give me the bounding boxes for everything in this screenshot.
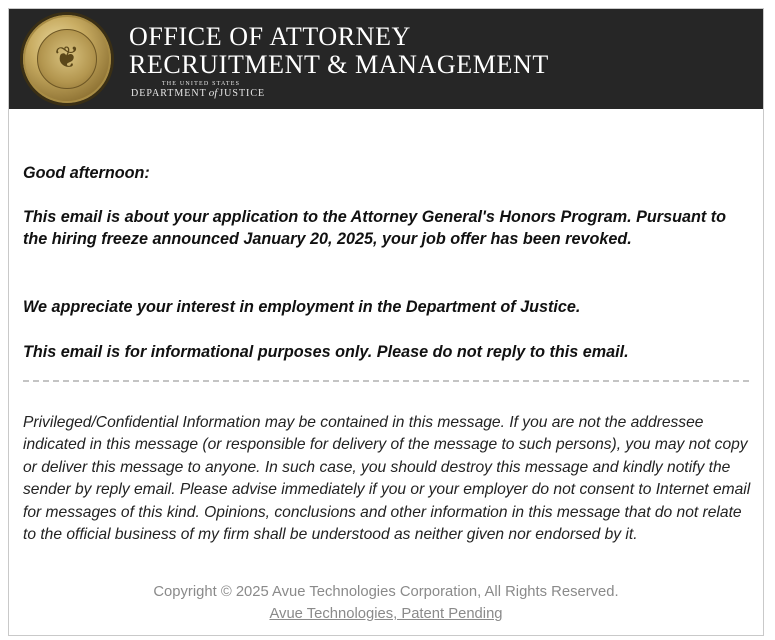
dashed-divider — [23, 380, 749, 382]
doj-of-word: of — [208, 87, 218, 99]
doj-small-caption: THE UNITED STATES — [161, 81, 241, 87]
greeting: Good afternoon: — [23, 164, 150, 182]
doj-justice-word: JUSTICE — [219, 88, 266, 99]
patent-pending-link[interactable]: Avue Technologies, Patent Pending — [269, 606, 503, 622]
header-banner — [9, 9, 763, 109]
body-paragraph-no-reply: This email is for informational purposes only. Please do not reply to this email. — [23, 343, 629, 361]
doj-department-word: DEPARTMENT — [131, 88, 207, 99]
office-title-line2: RECRUITMENT & MANAGEMENT — [129, 50, 549, 79]
eagle-icon: ❦ — [54, 40, 80, 76]
email-message — [8, 8, 764, 636]
doj-seal-icon — [23, 15, 111, 103]
seal-center — [37, 29, 97, 89]
confidentiality-disclaimer: Privileged/Confidential Information may be contained in this message. If you are not the addressee indicated in this message (or responsible for delivery of the message to such persons), you may not copy or deliver this message to anyone. In such case, you should destroy this message and kindly notify the sender by reply email. Please advise immediately if you or your employer do not consent to Internet email for messages of this kind. Opinions, conclusions and other information in this message that do not relate to the official business of my firm shall be understood as neither given nor endorsed by it. — [23, 414, 751, 544]
copyright-notice: Copyright © 2025 Avue Technologies Corporation, All Rights Reserved. — [153, 584, 619, 600]
doj-department-line — [131, 87, 271, 99]
office-title-line1: OFFICE OF ATTORNEY — [129, 22, 411, 51]
office-title — [129, 23, 549, 79]
body-paragraph-appreciation: We appreciate your interest in employment in the Department of Justice. — [23, 298, 581, 316]
patent-pending-line — [9, 606, 763, 622]
body-paragraph-application: This email is about your application to the Attorney General's Honors Program. Pursuant to the hiring freeze announced January 20, 2025, your job offer has been revoked. — [23, 208, 727, 248]
doj-wordmark — [131, 81, 271, 99]
